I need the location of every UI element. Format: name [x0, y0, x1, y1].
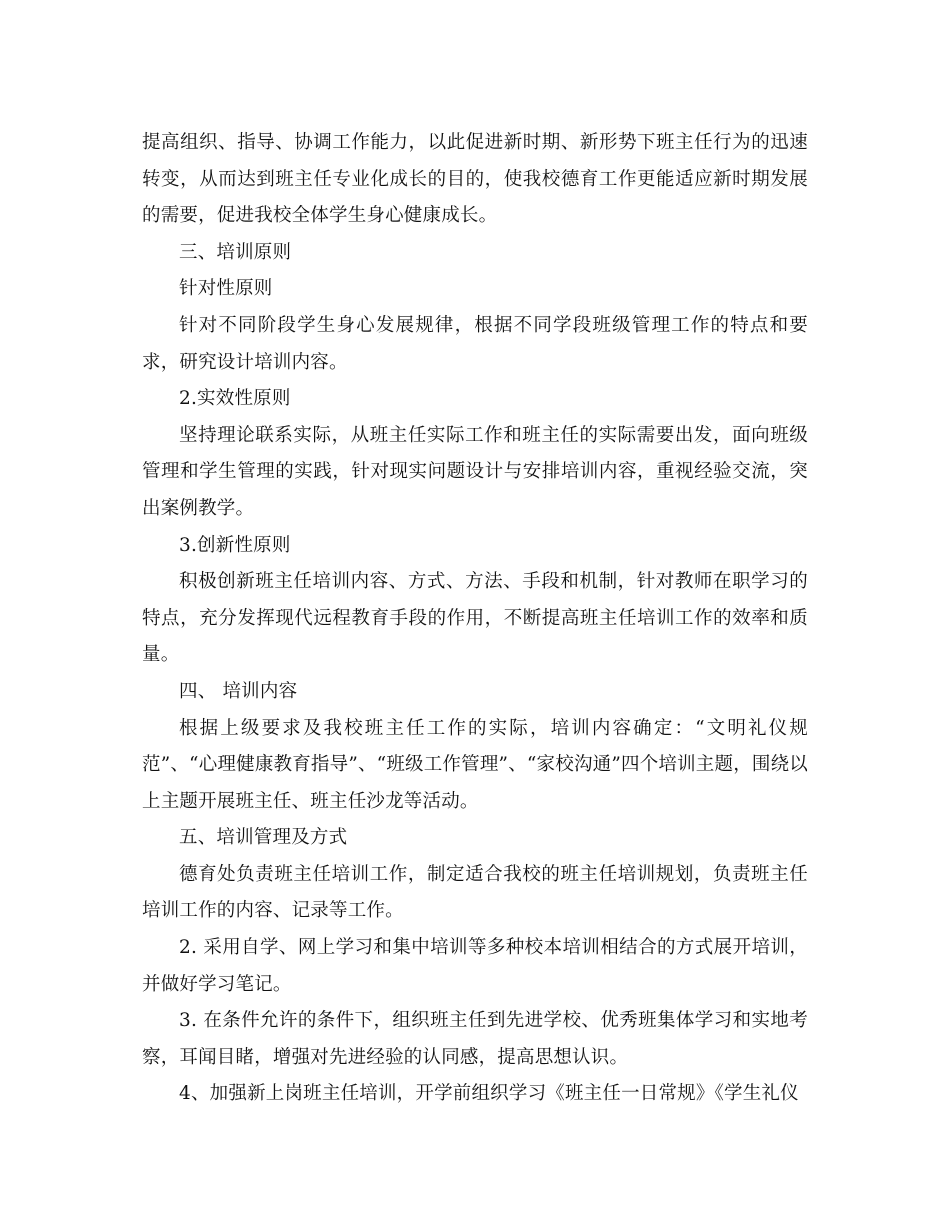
- paragraph-management-item-3: 3. 在条件允许的条件下，组织班主任到先进学校、优秀班集体学习和实地考察，耳闻目睹，增强对先进经验的认同感，提高思想认识。: [142, 1010, 808, 1068]
- document-body: [142, 125, 808, 1113]
- paragraph-innovation-principle: 积极创新班主任培训内容、方式、方法、手段和机制，针对教师在职学习的特点，充分发挥现代远程教育手段的作用，不断提高班主任培训工作的效率和质量。: [142, 571, 808, 666]
- paragraph-effectiveness-principle: 坚持理论联系实际，从班主任实际工作和班主任的实际需要出发，面向班级管理和学生管理的实践，针对现实问题设计与安排培训内容，重视经验交流，突出案例教学。: [142, 424, 808, 519]
- heading-training-management: 五、培训管理及方式: [179, 827, 348, 849]
- paragraph-intro-continuation: 提高组织、指导、协调工作能力，以此促进新时期、新形势下班主任行为的迅速转变，从而达到班主任专业化成长的目的，使我校德育工作更能适应新时期发展的需要，促进我校全体学生身心健康成长。: [142, 132, 808, 227]
- heading-training-content: 四、 培训内容: [179, 680, 298, 702]
- paragraph-management-item-4: 4、加强新上岗班主任培训，开学前组织学习《班主任一日常规》《学生礼仪: [179, 1083, 799, 1105]
- heading-training-principles: 三、培训原则: [179, 241, 292, 263]
- paragraph-targeted-principle: 针对不同阶段学生身心发展规律，根据不同学段班级管理工作的特点和要求，研究设计培训内容。: [142, 314, 808, 373]
- paragraph-management-item-1: 德育处负责班主任培训工作，制定适合我校的班主任培训规划，负责班主任培训工作的内容、记录等工作。: [142, 863, 808, 922]
- subheading-targeted-principle: 针对性原则: [179, 278, 273, 300]
- subheading-effectiveness-principle: 2.实效性原则: [179, 388, 291, 410]
- paragraph-training-content: 根据上级要求及我校班主任工作的实际，培训内容确定：“文明礼仪规范”、“心理健康教育指导”、“班级工作管理”、“家校沟通”四个培训主题，围绕以上主题开展班主任、班主任沙龙等活动。: [142, 717, 809, 812]
- subheading-innovation-principle: 3.创新性原则: [179, 534, 291, 556]
- paragraph-management-item-2: 2. 采用自学、网上学习和集中培训等多种校本培训相结合的方式展开培训，并做好学习笔记。: [142, 937, 808, 995]
